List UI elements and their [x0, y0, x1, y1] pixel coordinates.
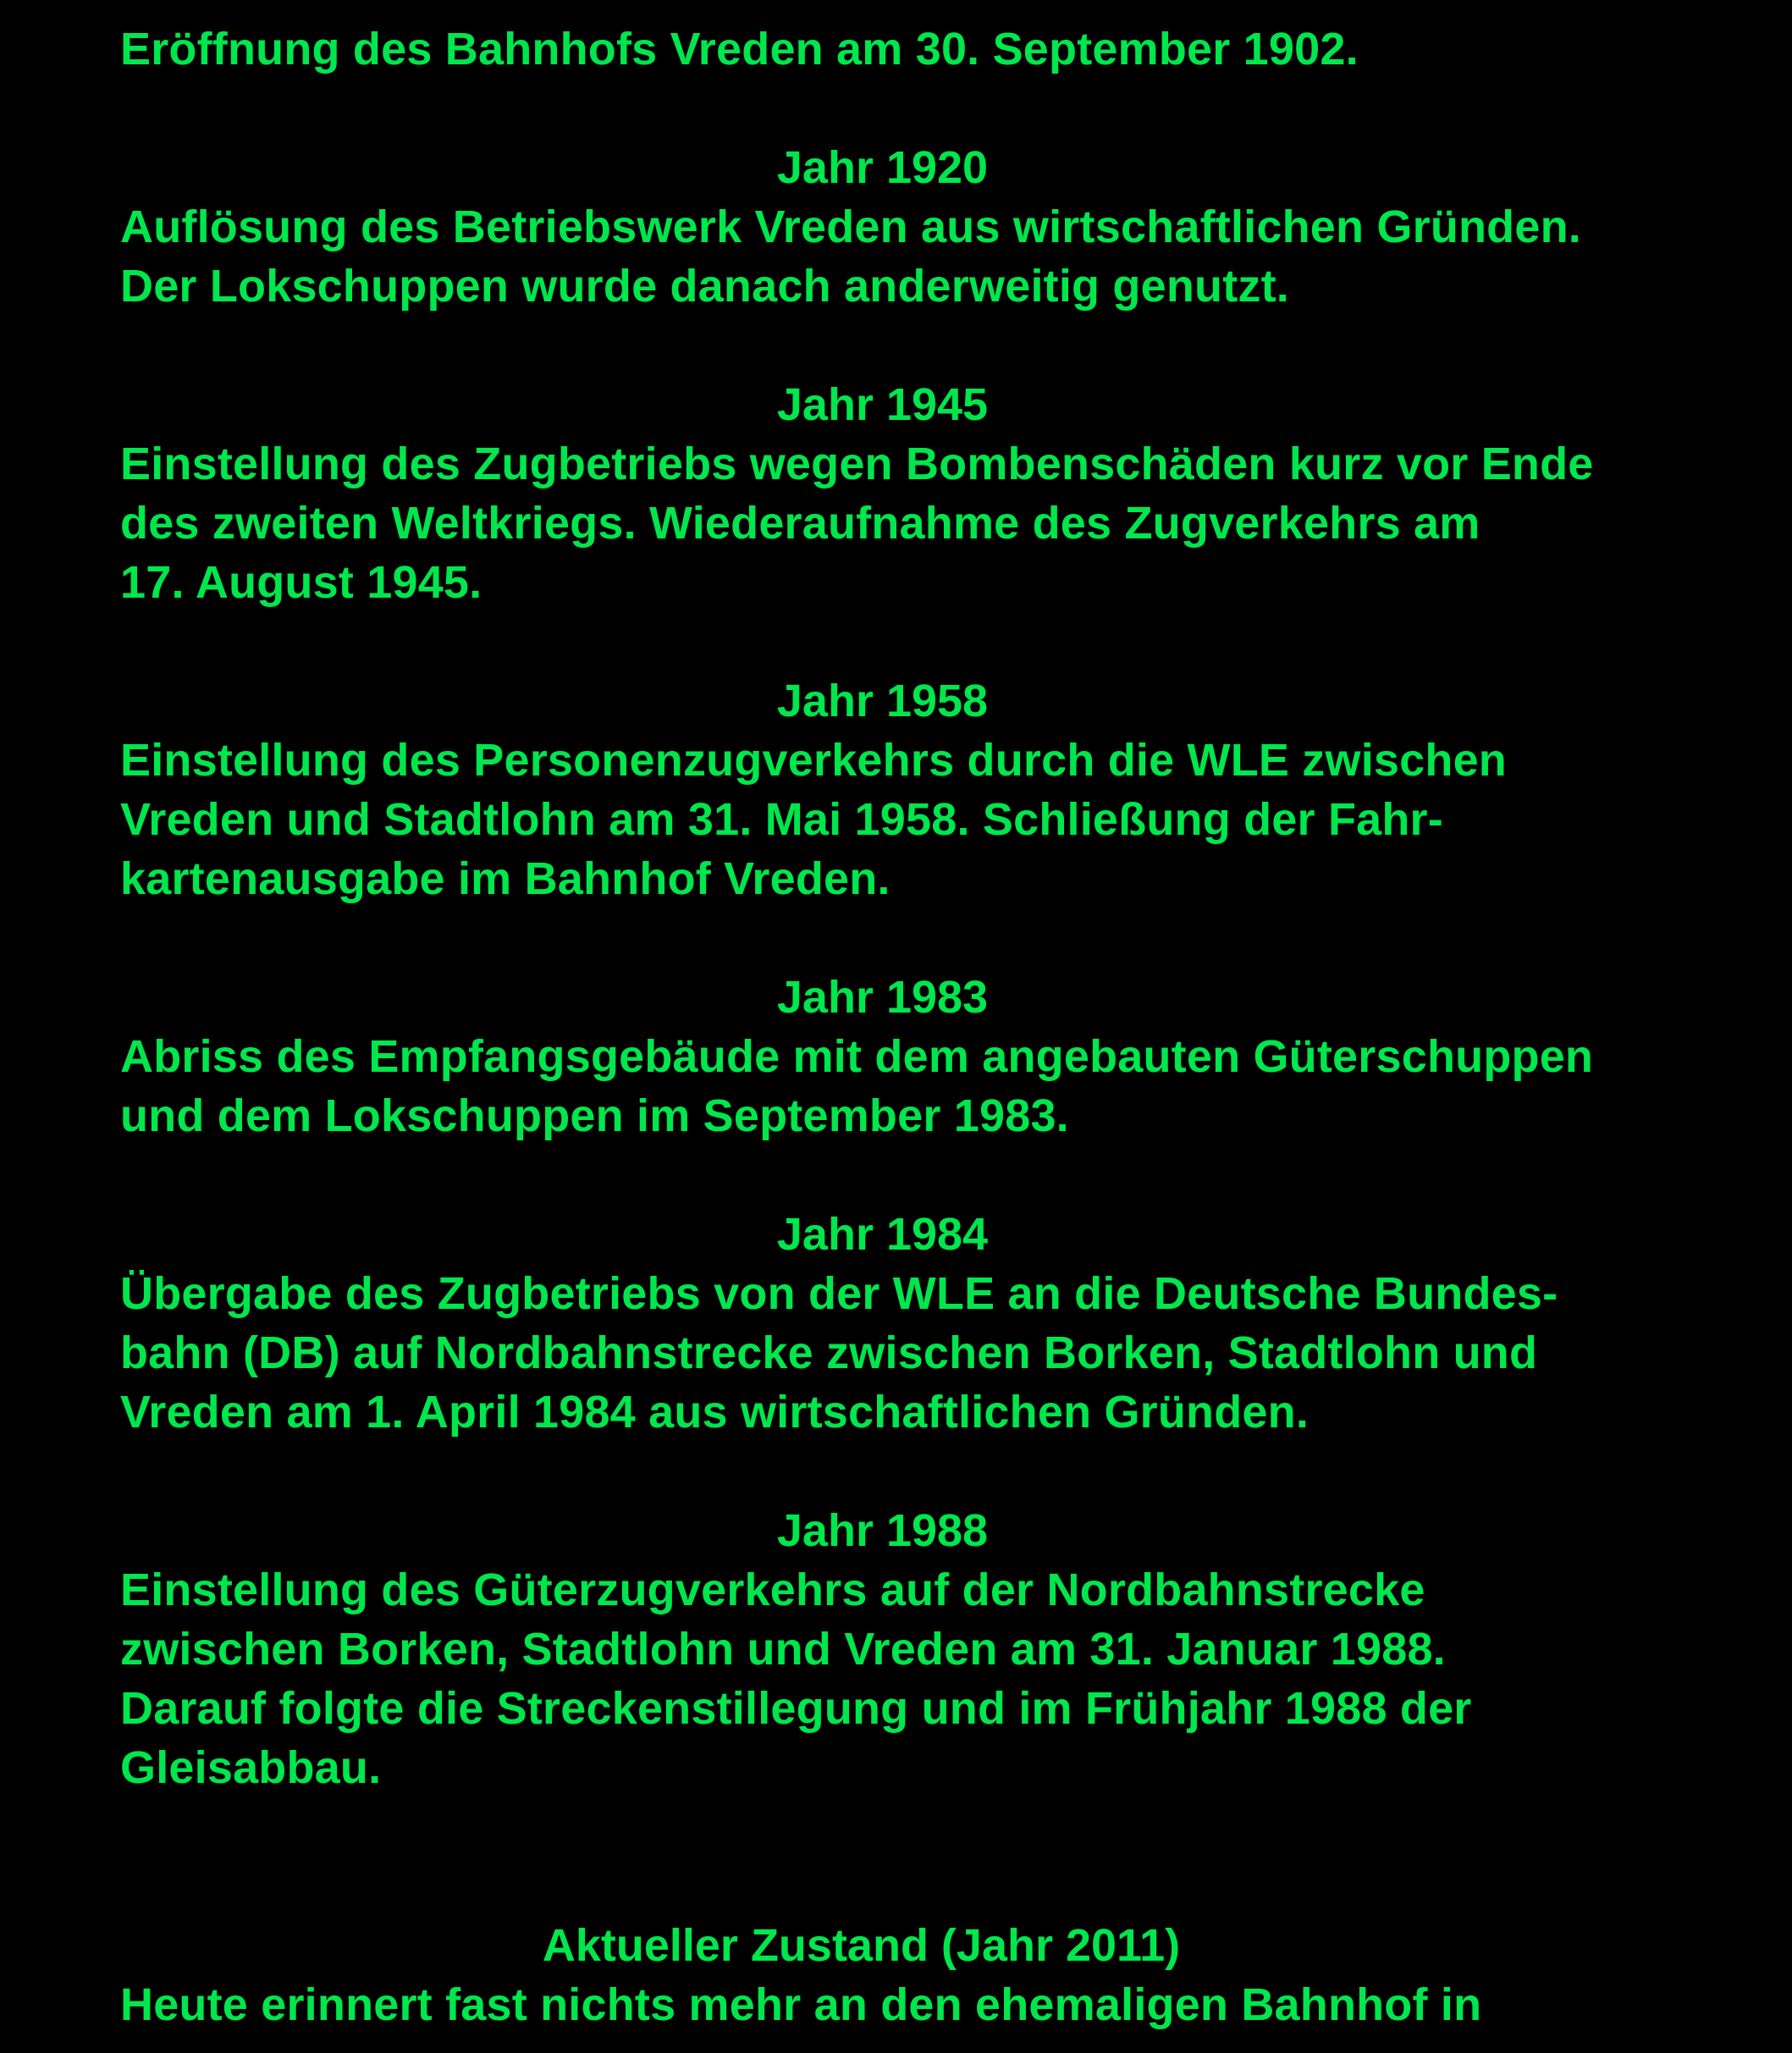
- section-heading-1945: Jahr 1945: [776, 379, 989, 430]
- section-1984-line-3: Vreden am 1. April 1984 aus wirtschaftlichen Gründen.: [120, 1387, 1310, 1438]
- section-1920-line-1: Auflösung des Betriebswerk Vreden aus wirtschaftlichen Gründen.: [120, 201, 1581, 252]
- section-1988-line-2: zwischen Borken, Stadtlohn und Vreden am 31. Januar 1988.: [120, 1624, 1446, 1675]
- section-1945-line-1: Einstellung des Zugbetriebs wegen Bombenschäden kurz vor Ende: [120, 439, 1594, 489]
- section-1945-line-2: des zweiten Weltkriegs. Wiederaufnahme des Zugverkehrs am: [120, 498, 1480, 549]
- section-1984-line-1: Übergabe des Zugbetriebs von der WLE an die Deutsche Bundes-: [120, 1268, 1558, 1319]
- intro-line: Eröffnung des Bahnhofs Vreden am 30. September 1902.: [120, 24, 1359, 75]
- section-heading-1958: Jahr 1958: [776, 676, 989, 726]
- current-state-heading: Aktueller Zustand (Jahr 2011): [542, 1920, 1181, 1971]
- section-1988-line-4: Gleisabbau.: [120, 1742, 382, 1793]
- section-1988-line-3: Darauf folgte die Streckenstillegung und im Frühjahr 1988 der: [120, 1683, 1472, 1734]
- section-1958-line-1: Einstellung des Personenzugverkehrs durch die WLE zwischen: [120, 735, 1507, 786]
- section-1958-line-3: kartenausgabe im Bahnhof Vreden.: [120, 853, 890, 904]
- section-1988-line-1: Einstellung des Güterzugverkehrs auf der Nordbahnstrecke: [120, 1565, 1425, 1615]
- section-1945-line-3: 17. August 1945.: [120, 557, 482, 608]
- section-1984-line-2: bahn (DB) auf Nordbahnstrecke zwischen Borken, Stadtlohn und: [120, 1327, 1538, 1378]
- section-heading-1984: Jahr 1984: [776, 1209, 989, 1260]
- section-heading-1983: Jahr 1983: [776, 972, 989, 1023]
- section-1983-line-1: Abriss des Empfangsgebäude mit dem angebauten Güterschuppen: [120, 1031, 1594, 1082]
- section-heading-1920: Jahr 1920: [776, 142, 989, 193]
- section-1920-line-2: Der Lokschuppen wurde danach anderweitig genutzt.: [120, 261, 1289, 312]
- current-state-line-1: Heute erinnert fast nichts mehr an den ehemaligen Bahnhof in: [120, 1979, 1482, 2030]
- section-heading-1988: Jahr 1988: [776, 1505, 989, 1556]
- section-1983-line-2: und dem Lokschuppen im September 1983.: [120, 1090, 1069, 1141]
- section-1958-line-2: Vreden und Stadtlohn am 31. Mai 1958. Schließung der Fahr-: [120, 794, 1443, 845]
